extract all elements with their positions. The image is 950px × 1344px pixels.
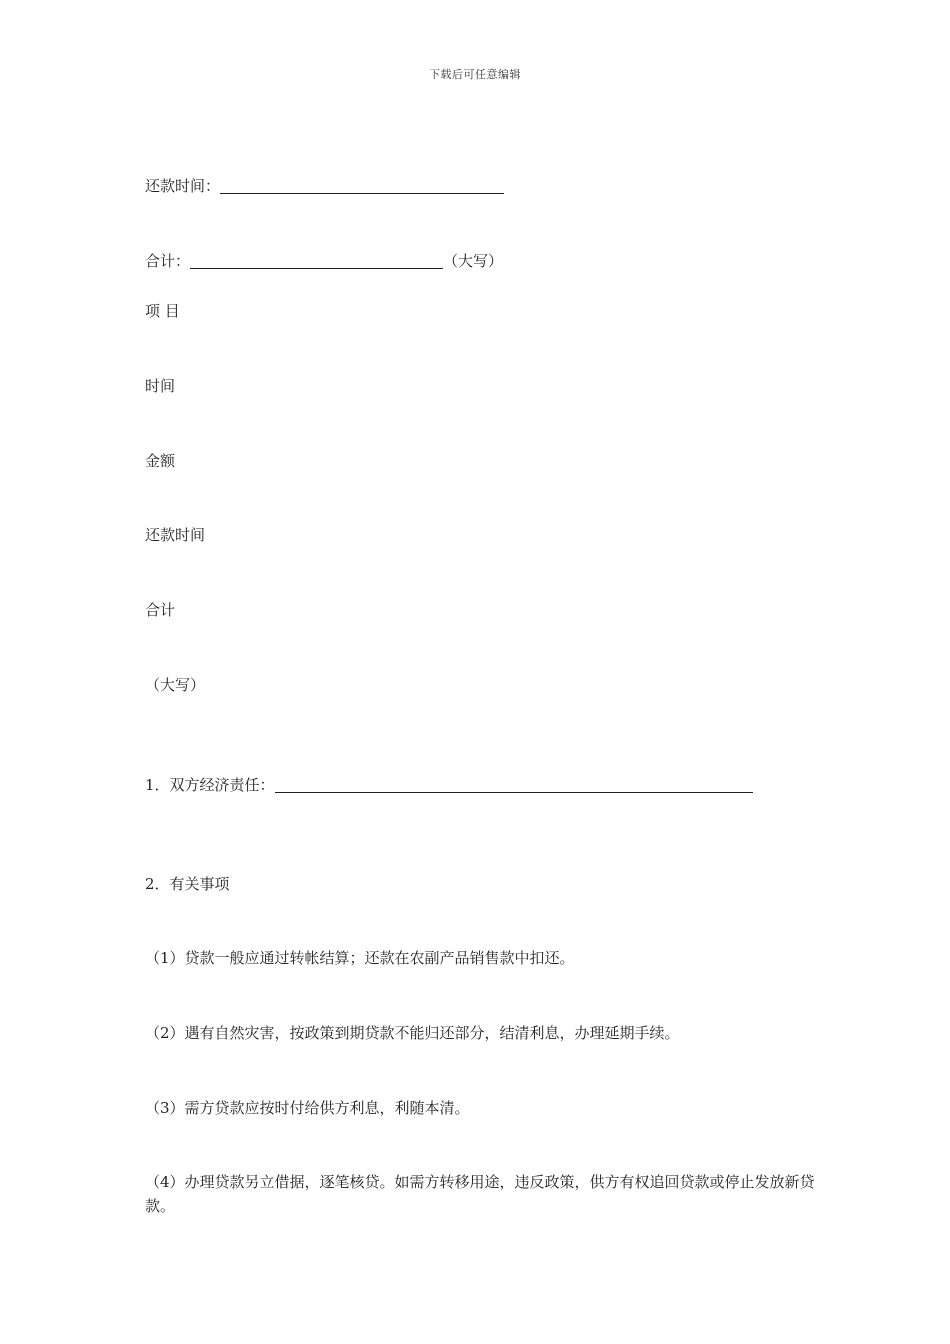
section2-item-4: （4）办理贷款另立借据，逐笔核贷。如需方转移用途，违反政策，供方有权追回贷款或停止发放新贷款。 <box>145 1173 815 1215</box>
section1-label: 1．双方经济责任： <box>145 776 275 794</box>
section2-item-1: （1）贷款一般应通过转帐结算；还款在农副产品销售款中扣还。 <box>145 949 575 967</box>
section2-item-3: （3）需方贷款应按时付给供方利息，利随本清。 <box>145 1099 470 1117</box>
total-suffix: （大写） <box>443 252 504 270</box>
table-label-item: 项 目 <box>145 302 180 320</box>
repay-time-row <box>145 174 504 198</box>
page-header: 下载后可任意编辑 <box>429 68 521 81</box>
total-label: 合计： <box>145 252 191 270</box>
repay-time-blank[interactable] <box>220 177 504 194</box>
table-label-repay-time: 还款时间 <box>145 526 206 544</box>
total-row <box>145 249 503 273</box>
section2-item-2: （2）遇有自然灾害，按政策到期贷款不能归还部分，结清利息，办理延期手续。 <box>145 1024 680 1042</box>
table-label-capital: （大写） <box>145 676 206 694</box>
table-label-time: 时间 <box>145 377 176 395</box>
repay-time-label: 还款时间： <box>145 177 221 195</box>
table-label-total: 合计 <box>145 601 176 619</box>
table-label-amount: 金额 <box>145 452 176 470</box>
section1-blank[interactable] <box>275 776 753 793</box>
total-blank[interactable] <box>190 252 443 269</box>
section2-title: 2．有关事项 <box>145 875 230 893</box>
section1-row <box>145 773 753 797</box>
